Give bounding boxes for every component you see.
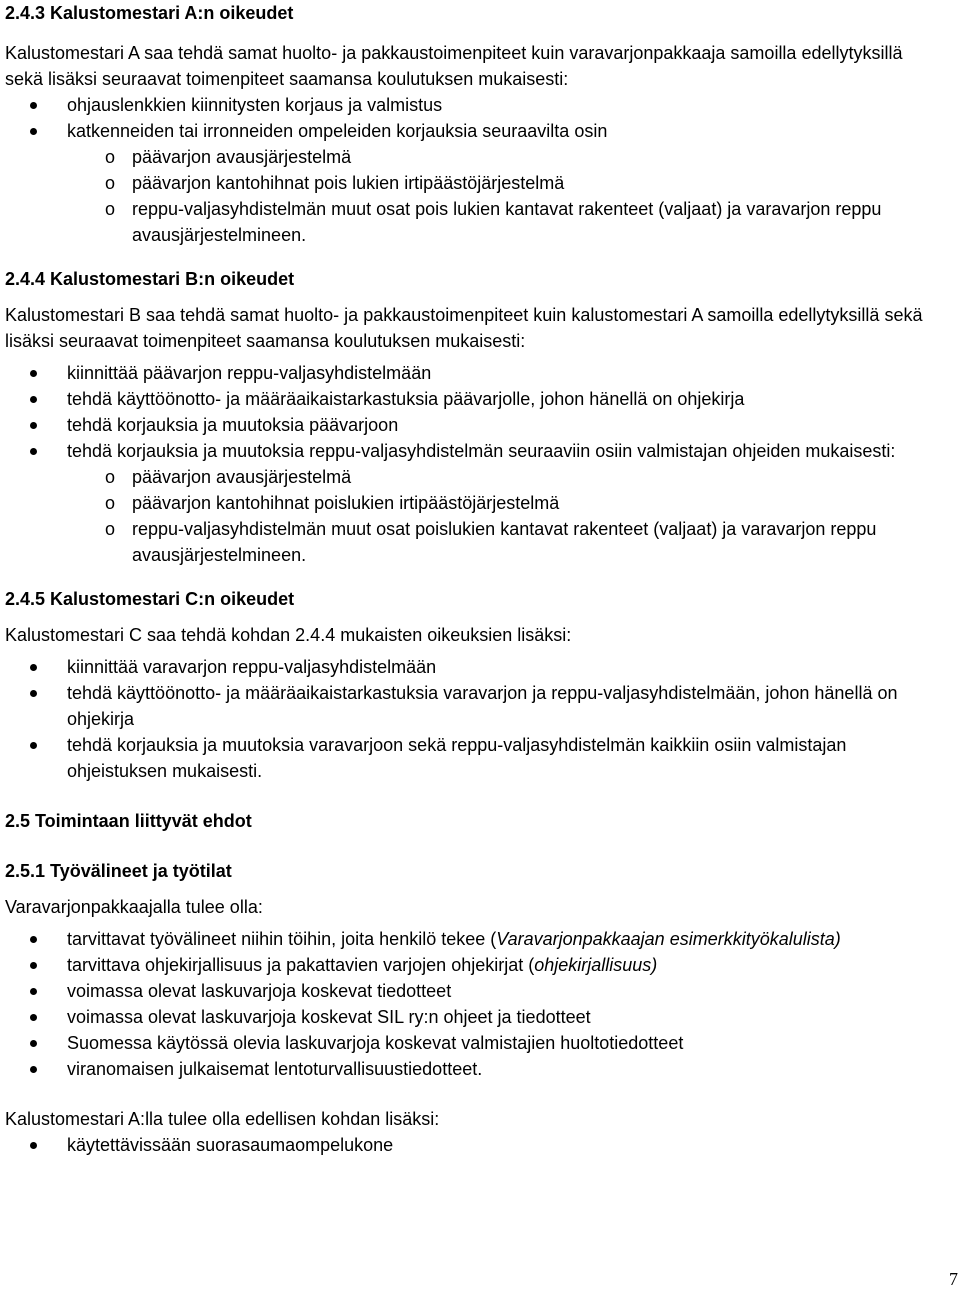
sub-item-text: päävarjon avausjärjestelmä	[132, 467, 352, 487]
section-intro-2-5-1: Varavarjonpakkaajalla tulee olla:	[5, 897, 263, 917]
sub-list-item	[5, 490, 940, 516]
sub-item-text: päävarjon kantohihnat poislukien irtipäästöjärjestelmä	[132, 493, 560, 513]
sub-bullet-marker: o	[105, 493, 116, 513]
bullet-list-2-5-1	[5, 926, 940, 1082]
sub-item-text: reppu-valjasyhdistelmän muut osat pois lukien kantavat rakenteet (valjaat) ja varavarjon reppu avausjärjestelmineen.	[132, 199, 882, 245]
list-item: voimassa olevat laskuvarjoja koskevat SIL ry:n ohjeet ja tiedotteet	[5, 1004, 940, 1030]
sub-item-text: reppu-valjasyhdistelmän muut osat poislukien kantavat rakenteet (valjaat) ja varavarjon reppu avausjärjestelmineen.	[132, 519, 877, 565]
list-item: katkenneiden tai irronneiden ompeleiden korjauksia seuraavilta osin	[5, 118, 940, 144]
list-item-italic: ohjekirjallisuus)	[534, 955, 658, 975]
sub-list-2-4-4	[5, 464, 940, 568]
list-item: tehdä käyttöönotto- ja määräaikaistarkastuksia varavarjon ja reppu-valjasyhdistelmään, johon hänellä on ohjekirja	[5, 680, 940, 732]
section-intro-2-5-1-a: Kalustomestari A:lla tulee olla edellisen kohdan lisäksi:	[5, 1109, 440, 1129]
section-intro-2-4-4: Kalustomestari B saa tehdä samat huolto- ja pakkaustoimenpiteet kuin kalustomestari A samoilla edellytyksillä sekä lisäksi seuraavat toimenpiteet saamansa koulutuksen mukaisesti:	[5, 305, 923, 351]
sub-list-item	[5, 144, 940, 170]
list-item	[5, 926, 940, 952]
list-item: Suomessa käytössä olevia laskuvarjoja koskevat valmistajien huoltotiedotteet	[5, 1030, 940, 1056]
section-heading-2-4-5: 2.4.5 Kalustomestari C:n oikeudet	[5, 589, 295, 609]
section-intro-2-4-5: Kalustomestari C saa tehdä kohdan 2.4.4 mukaisten oikeuksien lisäksi:	[5, 625, 572, 645]
sub-list-item	[5, 170, 940, 196]
bullet-list-2-4-4	[5, 360, 940, 464]
sub-bullet-marker: o	[105, 199, 116, 219]
section-heading-2-5-1: 2.5.1 Työvälineet ja työtilat	[5, 861, 232, 881]
bullet-list-2-4-5	[5, 654, 940, 784]
list-item: tehdä korjauksia ja muutoksia päävarjoon	[5, 412, 940, 438]
list-item: voimassa olevat laskuvarjoja koskevat tiedotteet	[5, 978, 940, 1004]
sub-bullet-marker: o	[105, 519, 116, 539]
sub-list-2-4-3	[5, 144, 940, 248]
list-item	[5, 952, 940, 978]
list-item-text: tarvittava ohjekirjallisuus ja pakattavien varjojen ohjekirjat (	[67, 955, 535, 975]
section-heading-2-4-3: 2.4.3 Kalustomestari A:n oikeudet	[5, 3, 294, 23]
sub-bullet-marker: o	[105, 147, 116, 167]
document-page	[5, 0, 940, 1158]
list-item: viranomaisen julkaisemat lentoturvallisuustiedotteet.	[5, 1056, 940, 1082]
bullet-list-2-4-3	[5, 92, 940, 144]
page-number: 7	[949, 1269, 958, 1289]
list-item: tehdä käyttöönotto- ja määräaikaistarkastuksia päävarjolle, johon hänellä on ohjekirja	[5, 386, 940, 412]
section-heading-2-4-4: 2.4.4 Kalustomestari B:n oikeudet	[5, 269, 295, 289]
sub-list-item	[5, 516, 940, 568]
sub-item-text: päävarjon kantohihnat pois lukien irtipäästöjärjestelmä	[132, 173, 565, 193]
sub-bullet-marker: o	[105, 173, 116, 193]
list-item-text: tarvittavat työvälineet niihin töihin, joita henkilö tekee (	[67, 929, 497, 949]
section-intro-2-4-3: Kalustomestari A saa tehdä samat huolto- ja pakkaustoimenpiteet kuin varavarjonpakkaaja samoilla edellytyksillä sekä lisäksi seuraavat toimenpiteet saamansa koulutuksen mukaisesti:	[5, 43, 903, 89]
list-item: kiinnittää varavarjon reppu-valjasyhdistelmään	[5, 654, 940, 680]
sub-bullet-marker: o	[105, 467, 116, 487]
sub-item-text: päävarjon avausjärjestelmä	[132, 147, 352, 167]
list-item: tehdä korjauksia ja muutoksia varavarjoon sekä reppu-valjasyhdistelmän kaikkiin osiin valmistajan ohjeistuksen mukaisesti.	[5, 732, 940, 784]
sub-list-item	[5, 464, 940, 490]
list-item: käytettävissään suorasaumaompelukone	[5, 1132, 940, 1158]
list-item: ohjauslenkkien kiinnitysten korjaus ja valmistus	[5, 92, 940, 118]
list-item-italic: Varavarjonpakkaajan esimerkkityökalulista)	[496, 929, 841, 949]
list-item: tehdä korjauksia ja muutoksia reppu-valjasyhdistelmän seuraaviin osiin valmistajan ohjeiden mukaisesti:	[5, 438, 940, 464]
section-heading-2-5: 2.5 Toimintaan liittyvät ehdot	[5, 811, 252, 831]
bullet-list-2-5-1-a	[5, 1132, 940, 1158]
sub-list-item	[5, 196, 940, 248]
list-item: kiinnittää päävarjon reppu-valjasyhdistelmään	[5, 360, 940, 386]
